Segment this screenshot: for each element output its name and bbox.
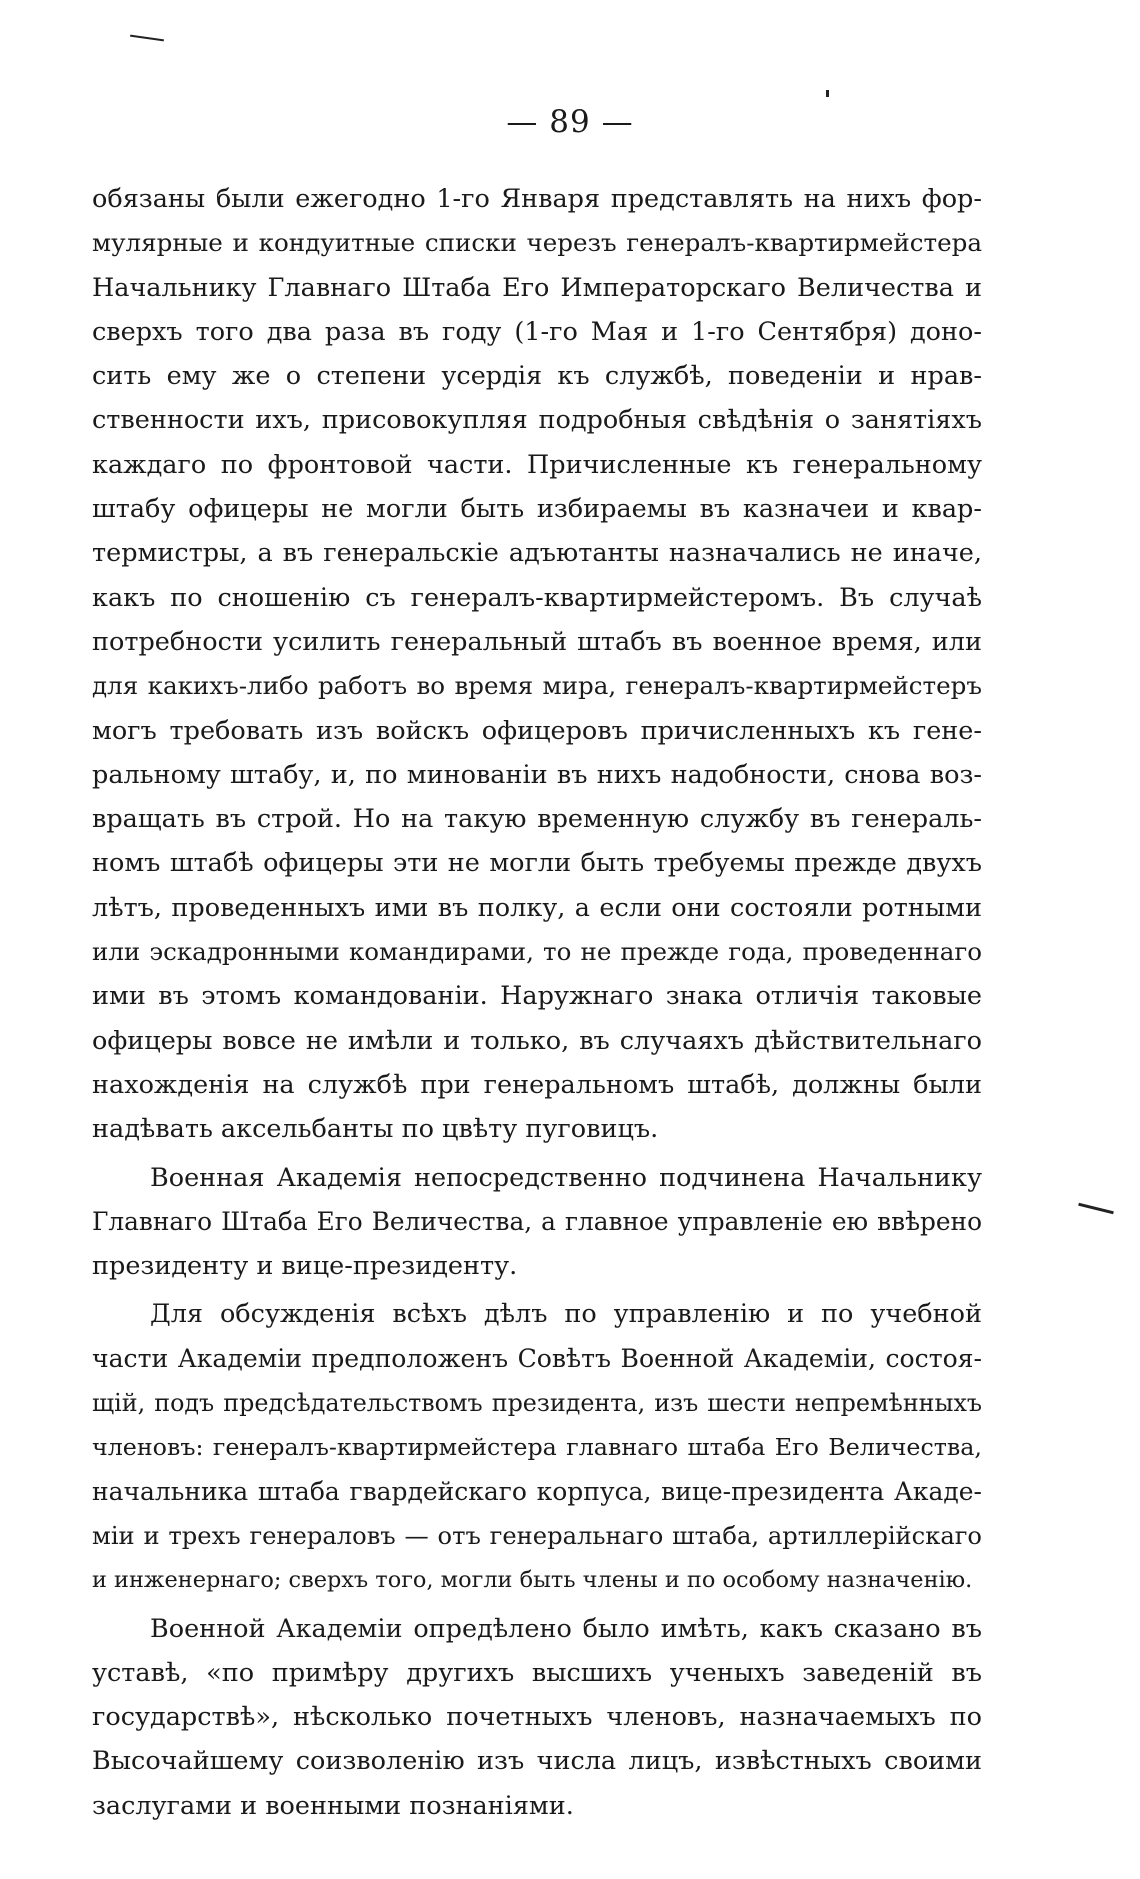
paragraph [92,177,982,1152]
text-line: термистры, а въ генеральскіе адъютанты назначались не иначе, [92,538,982,569]
text-line: Военная Академія непосредственно подчинена Начальнику [150,1162,982,1193]
text-line: щій, подъ предсѣдательствомъ президента, изъ шести непремѣнныхъ [92,1389,982,1418]
body-text [92,177,982,1828]
paragraph [92,1156,982,1289]
text-line: ими въ этомъ командованіи. Наружнаго знака отличія таковые [92,981,982,1012]
text-line: лѣтъ, проведенныхъ ими въ полку, а если они состояли ротными [92,892,982,923]
text-line: надѣвать аксельбанты по цвѣту пуговицъ. [92,1114,659,1145]
text-line: членовъ: генералъ-квартирмейстера главнаго штаба Его Величества, [92,1433,982,1462]
paragraph [92,1292,982,1602]
text-line: Главнаго Штаба Его Величества, а главное управленіе ею ввѣрено [92,1206,982,1236]
text-line: какъ по сношенію съ генералъ-квартирмейстеромъ. Въ случаѣ [92,582,982,613]
text-line: міи и трехъ генераловъ — отъ генеральнаго штаба, артиллерійскаго [92,1521,982,1550]
paragraph [92,1607,982,1828]
text-line: вращать въ строй. Но на такую временную службу въ генераль- [92,804,982,835]
page-number: — 89 — [506,104,634,140]
text-line: государствѣ», нѣсколько почетныхъ членовъ, назначаемыхъ по [92,1702,982,1733]
text-line: части Академіи предположенъ Совѣтъ Военной Академіи, состоя- [92,1343,982,1373]
text-line: заслугами и военными познаніями. [92,1790,574,1821]
text-line: или эскадронными командирами, то не прежде года, проведеннаго [92,937,982,967]
text-line: офицеры вовсе не имѣли и только, въ случаяхъ дѣйствительнаго [92,1025,982,1056]
text-line: ственности ихъ, присовокупляя подробныя свѣдѣнія о занятіяхъ [92,405,982,436]
text-line: штабу офицеры не могли быть избираемы въ казначеи и квар- [92,494,982,525]
text-line: сить ему же о степени усердія къ службѣ, поведеніи и нрав- [92,361,982,392]
text-line: президенту и вице-президенту. [92,1251,518,1282]
text-line: для какихъ-либо работъ во время мира, генералъ-квартирмейстеръ [92,671,982,701]
text-line: Начальнику Главнаго Штаба Его Императорскаго Величества и [92,272,982,303]
text-line: и инженернаго; сверхъ того, могли быть члены и по особому назначенію. [92,1567,973,1594]
text-line: сверхъ того два раза въ году (1-го Мая и 1-го Сентября) доно- [92,316,982,347]
text-line: начальника штаба гвардейскаго корпуса, вице-президента Акаде- [92,1476,982,1506]
text-line: каждаго по фронтовой части. Причисленные къ генеральному [92,449,982,480]
text-line: потребности усилить генеральный штабъ въ военное время, или [92,626,982,657]
text-line: Высочайшему соизволенію изъ числа лицъ, извѣстныхъ своими [92,1746,982,1777]
scan-mark-top-right [826,90,829,97]
scan-mark-top-left [130,35,164,42]
text-line: уставѣ, «по примѣру другихъ высшихъ ученыхъ заведеній въ [92,1657,982,1688]
text-line: Для обсужденія всѣхъ дѣлъ по управленію и по учебной [150,1299,982,1330]
text-line: Военной Академіи опредѣлено было имѣть, какъ сказано въ [150,1613,982,1644]
text-line: обязаны были ежегодно 1-го Января представлять на нихъ фор- [92,184,982,214]
text-line: нахожденія на службѣ при генеральномъ штабѣ, должны были [92,1069,982,1100]
text-line: номъ штабѣ офицеры эти не могли быть требуемы прежде двухъ [92,848,982,879]
text-line: могъ требовать изъ войскъ офицеровъ причисленныхъ къ гене- [92,715,982,746]
text-line: мулярные и кондуитные списки черезъ генералъ-квартирмейстера [92,228,982,258]
scan-mark-margin [1078,1203,1114,1215]
text-line: ральному штабу, и, по минованіи въ нихъ надобности, снова воз- [92,759,982,790]
